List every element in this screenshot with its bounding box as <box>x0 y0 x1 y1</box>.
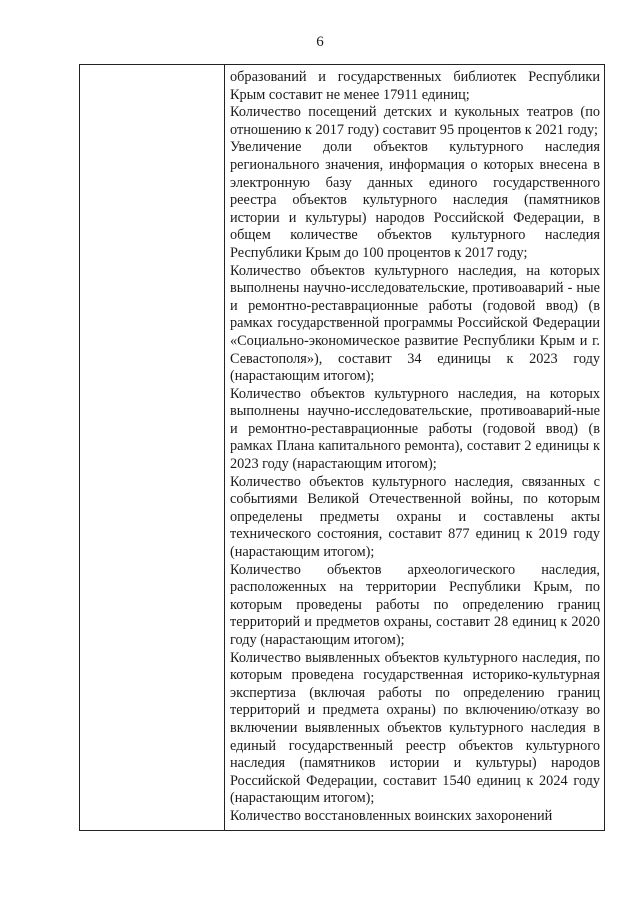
paragraph-heritage-restoration-state-program: Количество объектов культурного наследия, на которых выполнены научно-исследовательские, противоаварий - ные и ремонтно-реставрационные работы (годовой ввод) (в рамках государственной программы Российской Федерации «Социально-экономическое развитие Республики Крым и г. Севастополя»), составит 34 единицы к 2023 году (нарастающим итогом); <box>230 262 600 385</box>
paragraph-theatre-visits: Количество посещений детских и кукольных театров (по отношению к 2017 году) составит 95 процентов к 2021 году; <box>230 104 600 138</box>
document-table <box>79 64 605 831</box>
page-number: 6 <box>316 34 324 50</box>
paragraph-military-graves: Количество восстановленных воинских захоронений <box>230 807 553 824</box>
paragraph-library-units: образований и государственных библиотек Республики Крым составит не менее 17911 единиц; <box>230 69 600 103</box>
paragraph-archaeological-heritage: Количество объектов археологического наследия, расположенных на территории Республики Крым, по которым проведены работы по определению границ территорий и предметов охраны, составит 28 единиц к 2020 году (нарастающим итогом); <box>230 561 600 648</box>
paragraph-historical-cultural-expertise: Количество выявленных объектов культурного наследия, по которым проведена государственная историко-культурная экспертиза (включая работы по определению границ территорий и предмета охраны) по включению/отказу во включении выявленных объектов культурного наследия в единый государственный реестр объектов культурного наследия (памятников истории и культуры) народов Российской Федерации, составит 1540 единиц к 2024 году (нарастающим итогом); <box>230 649 600 807</box>
paragraph-ww2-heritage-objects: Количество объектов культурного наследия, связанных с событиями Великой Отечественной войны, по которым определены предметы охраны и составлены акты технического состояния, составит 877 единиц к 2019 году (нарастающим итогом); <box>230 473 600 561</box>
paragraph-heritage-database-share: Увеличение доли объектов культурного наследия регионального значения, информация о которых внесена в электронную базу данных единого государственного реестра объектов культурного наследия (памятников истории и культуры) народов Российской Федерации, в общем количестве объектов культурного наследия Республики Крым до 100 процентов к 2017 году; <box>230 139 600 261</box>
table-right-column <box>225 65 604 830</box>
table-left-column <box>80 65 225 830</box>
paragraph-heritage-restoration-capital-plan: Количество объектов культурного наследия, на которых выполнены научно-исследовательские, противоаварий-ные и ремонтно-реставрационные работы (годовой ввод) (в рамках Плана капитального ремонта), составит 2 единицы к 2023 году (нарастающим итогом); <box>230 385 600 473</box>
